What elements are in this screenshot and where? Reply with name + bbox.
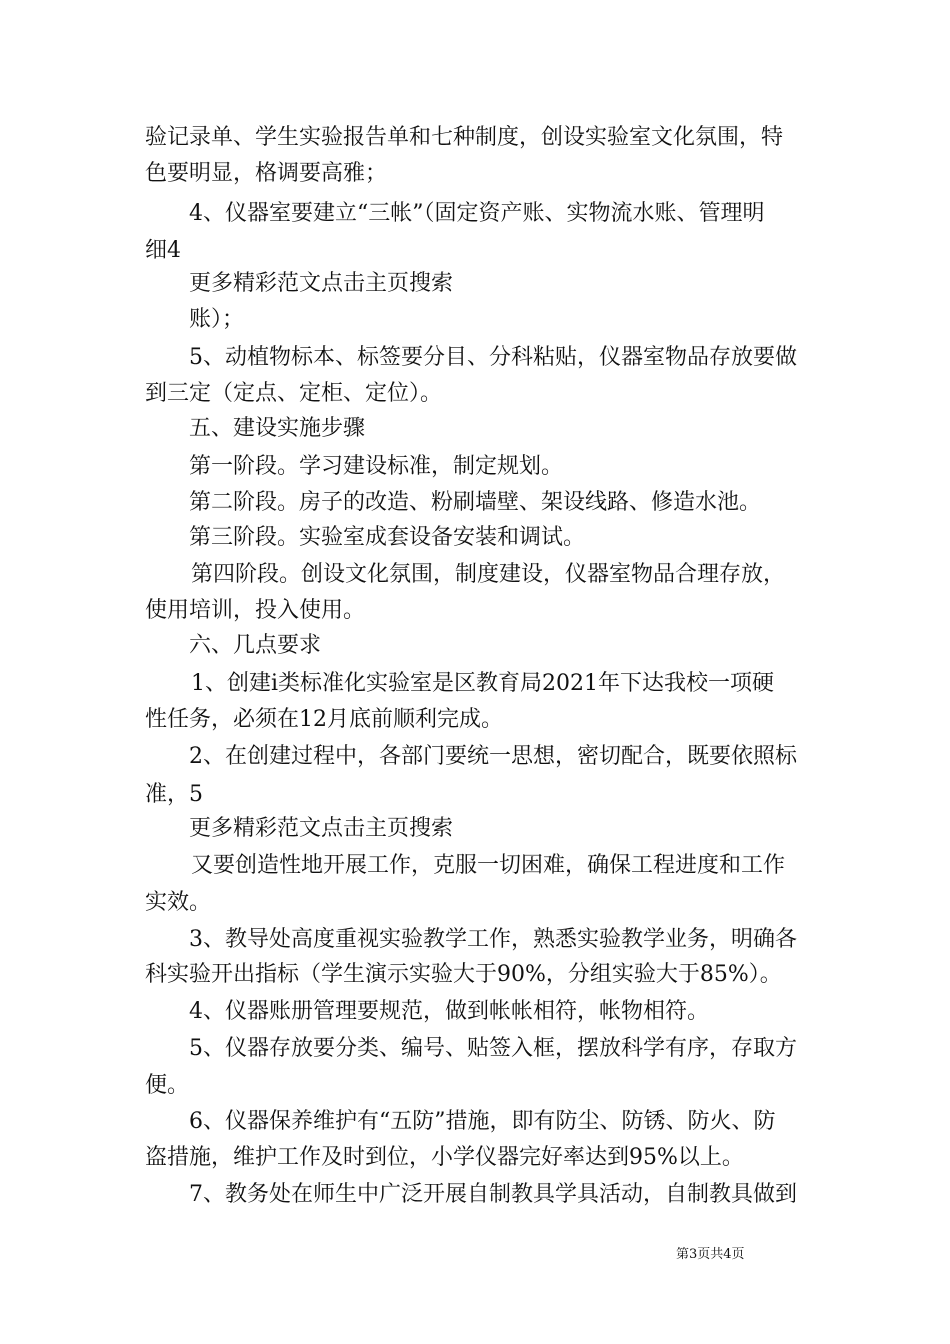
text-line: 2、在创建过程中，各部门要统一思想，密切配合，既要依照标 xyxy=(189,744,797,769)
text-line: 到三定（定点、定柜、定位）。 xyxy=(145,381,443,406)
section-heading: 五、建设实施步骤 xyxy=(189,416,366,441)
text-line: 5、仪器存放要分类、编号、贴签入框，摆放科学有序，存取方 xyxy=(189,1036,797,1061)
text-line: 更多精彩范文点击主页搜索 xyxy=(189,271,454,296)
text-line: 盗措施，维护工作及时到位，小学仪器完好率达到95%以上。 xyxy=(145,1145,744,1170)
text-line: 科实验开出指标（学生演示实验大于90%，分组实验大于85%）。 xyxy=(145,962,782,987)
text-line: 账）； xyxy=(189,307,245,332)
text-line: 4、仪器账册管理要规范，做到帐帐相符，帐物相符。 xyxy=(189,999,709,1024)
page-number-footer: 第3页共4页 xyxy=(676,1247,745,1262)
text-line: 又要创造性地开展工作，克服一切困难，确保工程进度和工作 xyxy=(191,853,786,878)
text-line: 5、动植物标本、标签要分目、分科粘贴，仪器室物品存放要做 xyxy=(189,345,797,370)
text-line: 验记录单、学生实验报告单和七种制度，创设实验室文化氛围，特 xyxy=(145,125,784,150)
text-line: 性任务，必须在12月底前顺利完成。 xyxy=(145,707,503,732)
text-line: 1、创建ⅰ类标准化实验室是区教育局2021年下达我校一项硬 xyxy=(191,671,775,696)
text-line: 色要明显，格调要高雅； xyxy=(145,161,388,186)
section-heading: 六、几点要求 xyxy=(189,633,322,658)
text-line: 更多精彩范文点击主页搜索 xyxy=(189,816,454,841)
text-line: 7、教务处在师生中广泛开展自制教具学具活动，自制教具做到 xyxy=(189,1182,797,1207)
text-line: 便。 xyxy=(145,1073,190,1098)
text-line: 第四阶段。创设文化氛围，制度建设，仪器室物品合理存放， xyxy=(191,562,786,587)
text-line: 准，5 xyxy=(145,782,203,807)
text-line: 4、仪器室要建立“三帐”（固定资产账、实物流水账、管理明 xyxy=(189,201,765,226)
text-line: 细4 xyxy=(145,238,181,263)
text-line: 实效。 xyxy=(145,890,212,915)
text-line: 3、教导处高度重视实验教学工作，熟悉实验教学业务，明确各 xyxy=(189,927,797,952)
text-line: 使用培训，投入使用。 xyxy=(145,598,366,623)
text-line: 6、仪器保养维护有“五防”措施，即有防尘、防锈、防火、防 xyxy=(189,1109,776,1134)
text-line: 第三阶段。实验室成套设备安装和调试。 xyxy=(189,525,586,550)
text-line: 第二阶段。房子的改造、粉刷墙壁、架设线路、修造水池。 xyxy=(189,490,762,515)
text-line: 第一阶段。学习建设标准，制定规划。 xyxy=(189,454,564,479)
